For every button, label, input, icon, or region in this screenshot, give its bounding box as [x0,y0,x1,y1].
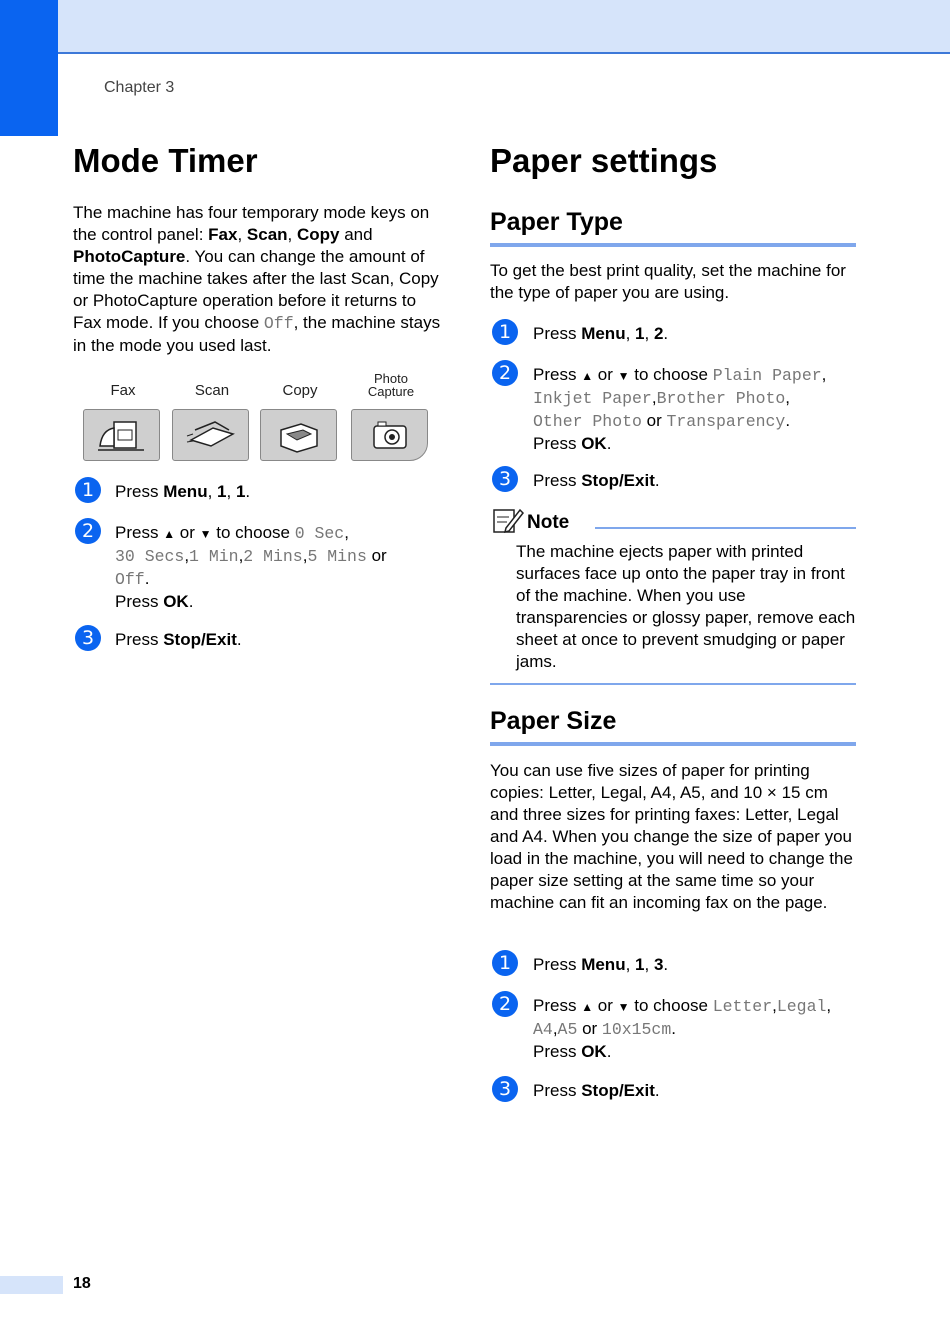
paper-size-step-1: Press Menu, 1, 3. [533,955,669,974]
up-arrow-icon: ▲ [163,527,176,541]
step-number-badge: 1 [492,950,518,976]
copy-icon [273,416,325,454]
note-label: Note [527,512,570,533]
step-number-badge: 1 [492,319,518,345]
copy-key-label: Copy [282,382,318,399]
scan-key [172,409,249,461]
mode-timer-step-1: Press Menu, 1, 1. [115,482,251,501]
note-pencil-icon [492,506,524,534]
step-number-badge: 3 [492,1076,518,1102]
paper-type-step-1: Press Menu, 1, 2. [533,324,669,343]
chapter-tab [0,0,58,136]
paper-size-intro: You can use five sizes of paper for printing copies: Letter, Legal, A4, A5, and 10 × 15 cm and three sizes for printing faxes: Letter, Legal and A4. When you change the size of paper you load in the machine, you will need to change the paper size setting at the same time so your machine can fit an incoming fax on the page. [490,761,853,912]
note-end-rule [490,683,856,685]
fax-key [83,409,160,461]
chapter-label: Chapter 3 [104,79,175,96]
mode-keys-illustration [80,372,432,464]
fax-icon [96,416,148,454]
down-arrow-icon: ▼ [199,527,212,541]
down-arrow-icon: ▼ [617,1000,630,1014]
header-band [0,0,950,54]
paper-type-heading: Paper Type [490,208,623,236]
up-arrow-icon: ▲ [581,1000,594,1014]
paper-size-step-3: Press Stop/Exit. [533,1081,660,1100]
up-arrow-icon: ▲ [581,369,594,383]
note-text: The machine ejects paper with printed surfaces face up onto the paper tray in front of the machine. When you use transparencies or glossy paper, remove each sheet at once to prevent smudging or paper jams. [516,542,856,671]
paper-type-intro: To get the best print quality, set the machine for the type of paper you are using. [490,261,846,302]
paper-size-heading: Paper Size [490,707,617,735]
step-number-badge: 2 [492,360,518,386]
note-rule [595,527,856,529]
scan-icon [185,416,237,454]
down-arrow-icon: ▼ [617,369,630,383]
photocapture-key-label: Photo Capture [367,371,415,399]
step-number-badge: 3 [492,466,518,492]
paper-size-step-2: Press ▲ or ▼ to choose Letter,Legal, A4,A5 or 10x15cm. Press OK. [533,996,832,1061]
mode-timer-step-2: Press ▲ or ▼ to choose 0 Sec, 30 Secs,1 Min,2 Mins,5 Mins or Off. Press OK. [115,523,387,611]
note-header [492,506,856,536]
paper-settings-title: Paper settings [490,142,718,179]
page-number: 18 [73,1275,91,1292]
step-number-badge: 1 [75,477,101,503]
step-number-badge: 2 [75,518,101,544]
section-rule [490,243,856,247]
photocapture-key [351,409,428,461]
footer-bar [0,1276,63,1294]
mode-timer-step-3: Press Stop/Exit. [115,630,242,649]
step-number-badge: 2 [492,991,518,1017]
fax-key-label: Fax [110,382,136,399]
mode-timer-title: Mode Timer [73,142,258,179]
copy-key [260,409,337,461]
step-number-badge: 3 [75,625,101,651]
mode-timer-intro: The machine has four temporary mode keys on the control panel: Fax, Scan, Copy and PhotoCapture. You can change the amount of time the machine takes after the last Scan, Copy or PhotoCapture operation before it returns to Fax mode. If you choose Off, the machine stays in the mode you used last. [73,203,441,355]
paper-type-step-3: Press Stop/Exit. [533,471,660,490]
scan-key-label: Scan [194,382,230,399]
camera-icon [364,416,416,454]
paper-type-step-2: Press ▲ or ▼ to choose Plain Paper, Inkjet Paper,Brother Photo, Other Photo or Transparency. Press OK. [533,365,827,453]
section-rule [490,742,856,746]
